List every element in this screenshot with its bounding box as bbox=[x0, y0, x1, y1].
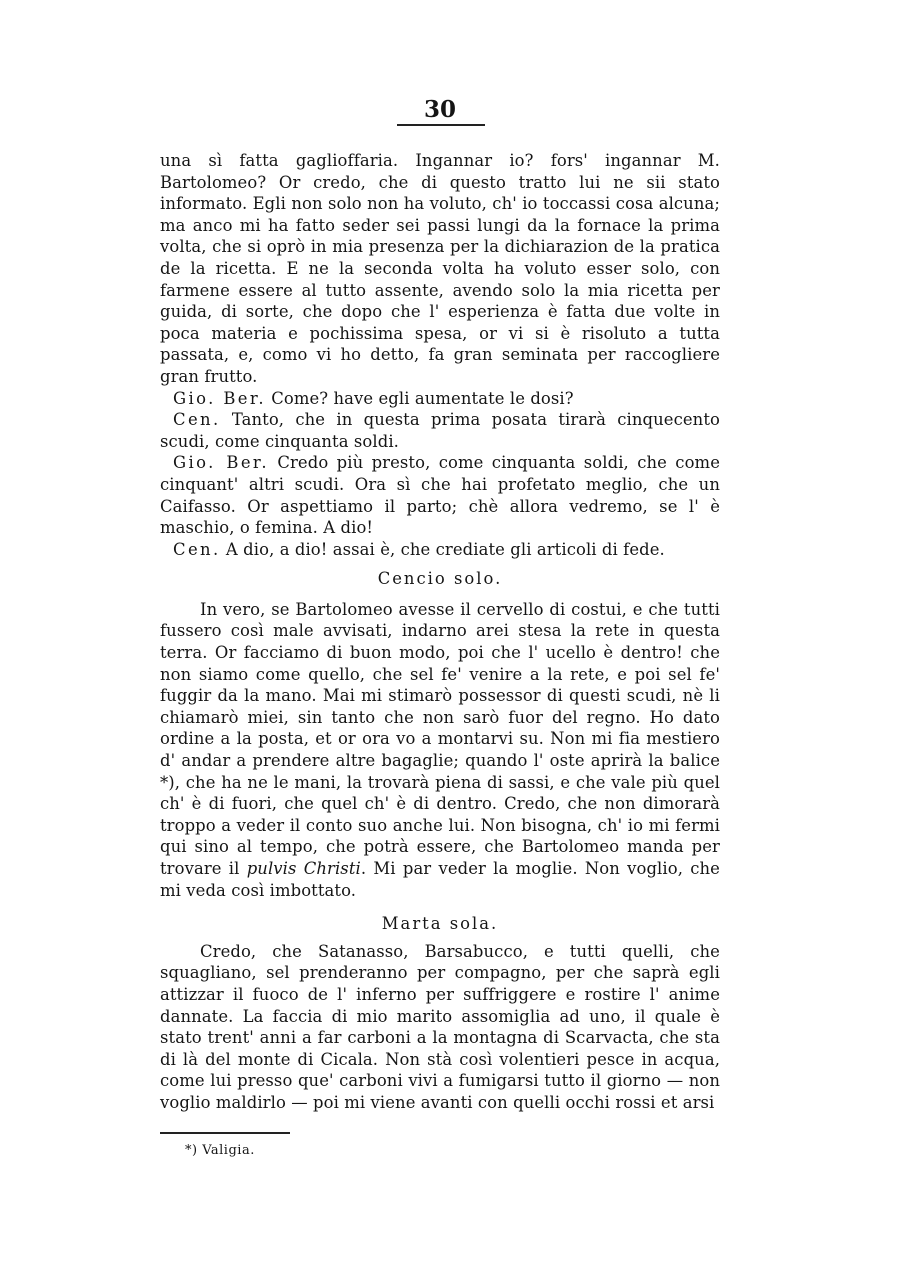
footnote: *) Valigia. bbox=[185, 1143, 255, 1158]
header-rule bbox=[397, 124, 485, 126]
dialogue-text: Tanto, che in questa prima posata tirarà cinquecento scudi, come cinquanta soldi. bbox=[160, 410, 720, 451]
scene-heading-cencio: Cencio solo. bbox=[377, 569, 503, 589]
text-block-1 bbox=[160, 150, 720, 1114]
paragraph-cencio bbox=[160, 599, 720, 901]
dialogue-text: Come? have egli aumentate le dosi? bbox=[265, 388, 574, 408]
footnote-rule bbox=[160, 1132, 290, 1134]
page-number: 30 bbox=[423, 96, 456, 123]
scene-heading-marta: Marta sola. bbox=[381, 914, 499, 934]
dialogue-line bbox=[160, 409, 720, 452]
dialogue-line bbox=[160, 452, 720, 538]
speaker-name: Cen. bbox=[173, 410, 221, 430]
speaker-name: Gio. Ber. bbox=[173, 453, 269, 473]
cencio-text-b: . Mi par veder la moglie. Non voglio, che mi veda così imbottato. bbox=[160, 859, 720, 900]
speaker-name: Cen. bbox=[173, 539, 221, 559]
dialogue-text: Credo più presto, come cinquanta soldi, che come cinquant' altri scudi. Ora sì che hai profetato meglio, che un Caifasso. Or aspettiamo il parto; chè allora vedremo, se l' è maschio, o femina. A dio! bbox=[160, 453, 720, 538]
cencio-italic: pulvis Christi bbox=[246, 859, 361, 878]
dialogue-line bbox=[160, 539, 720, 561]
paragraph-opening: una sì fatta gaglioffaria. Ingannar io? fors' ingannar M. Bartolomeo? Or credo, che di questo tratto lui ne sii stato informato. Egli non solo non ha voluto, ch' io toccassi cosa alcuna; ma anco mi ha fatto seder sei passi lungi da la fornace la prima volta, che si oprò in mia presenza per la dichiarazion de la pratica de la ricetta. E ne la seconda volta ha voluto esser solo, con farmene essere al tutto assente, avendo solo la mia ricetta per guida, di sorte, che dopo che l' esperienza è fatta due volte in poca materia e pochissima spesa, or vi si è risoluto a tutta passata, e, como vi ho detto, fa gran seminata per raccogliere gran frutto. bbox=[160, 151, 720, 386]
dialogue-text: A dio, a dio! assai è, che crediate gli articoli di fede. bbox=[220, 539, 665, 559]
dialogue-line bbox=[160, 388, 720, 410]
paragraph-marta: Credo, che Satanasso, Barsabucco, e tutti quelli, che squagliano, sel prenderanno per compagno, per che saprà egli attizzar il fuoco de l' inferno per suffriggere e rostire l' anime dannate. La faccia di mio marito assomiglia ad uno, il quale è stato trent' anni a far carboni a la montagna di Scarvacta, che sta di là del monte di Cicala. Non stà così volentieri pesce in acqua, come lui presso que' carboni vivi a fumigarsi tutto il giorno — non voglio maldirlo — poi mi viene avanti con quelli occhi rossi et arsi bbox=[160, 941, 720, 1112]
speaker-name: Gio. Ber. bbox=[173, 388, 266, 408]
cencio-text-a: In vero, se Bartolomeo avesse il cervello di costui, e che tutti fussero così male avvisati, indarno arei stesa la rete in questa terra. Or facciamo di buon modo, poi che l' ucello è dentro! che non siamo come quello, che sel fe' venire a la rete, e poi sel fe' fuggir da la mano. Mai mi stimarò possessor di questi scudi, nè li chiamarò miei, sin tanto che non sarò fuor del regno. Ho dato ordine a la posta, et or ora vo a montarvi su. Non mi fia mestiero d' andar a prendere altre bagaglie; quando l' oste aprirà la balice *), che ha ne le mani, la trovarà piena di sassi, e che vale più quel ch' è di fuori, che quel ch' è di dentro. Credo, che non dimorarà troppo a veder il conto suo anche lui. Non bisogna, ch' io mi fermi qui sino al tempo, che potrà essere, che Bartolomeo manda per trovare il bbox=[160, 599, 720, 878]
